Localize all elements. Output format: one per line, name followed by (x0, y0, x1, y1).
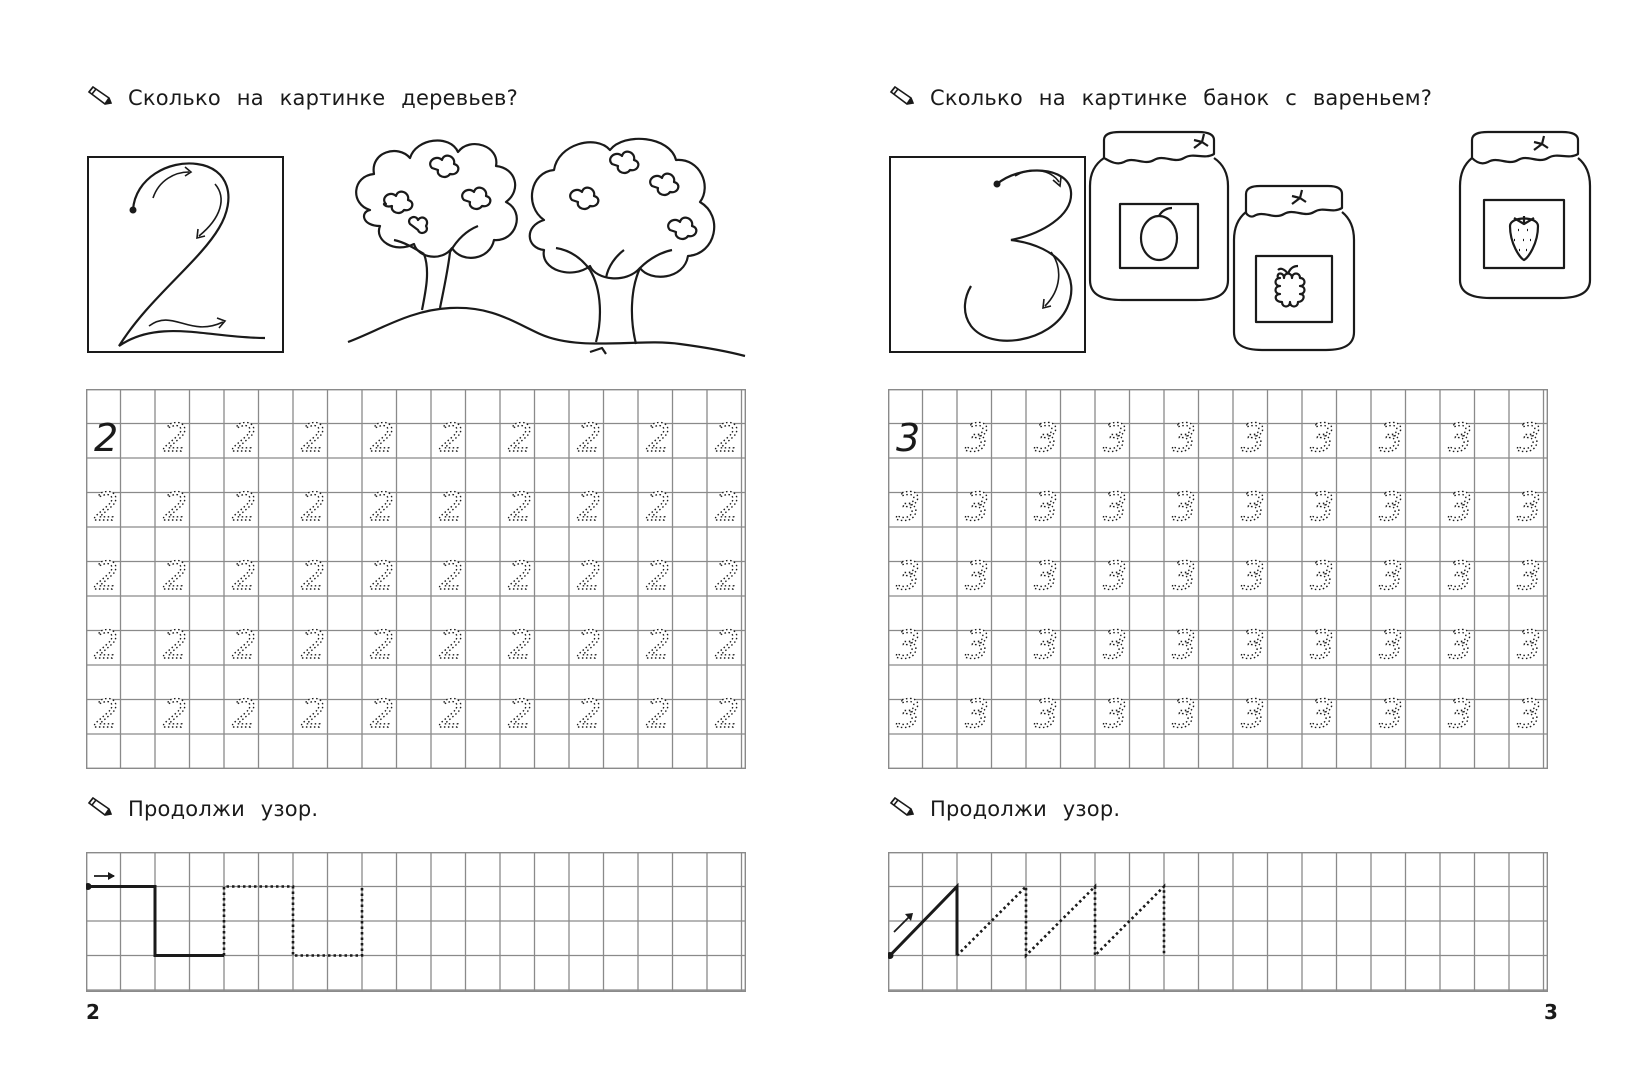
dotted-digit: 2 (439, 623, 464, 667)
pattern-grid[interactable] (888, 852, 1548, 992)
dotted-digit: 3 (1172, 692, 1197, 736)
dotted-digit: 2 (439, 554, 464, 598)
task-continue-pattern (888, 797, 1120, 821)
pattern-grid[interactable] (86, 852, 746, 992)
pencil-icon (86, 86, 114, 110)
dotted-digit: 3 (1517, 554, 1542, 598)
dotted-digit: 3 (1241, 554, 1266, 598)
dotted-digit: 2 (163, 416, 188, 460)
dotted-digit: 2 (94, 623, 119, 667)
dotted-digit: 3 (1103, 692, 1128, 736)
dotted-digit: 2 (646, 692, 671, 736)
digit-three-tracing-icon (891, 158, 1084, 351)
dotted-digit: 3 (1241, 485, 1266, 529)
task-continue-pattern (86, 797, 318, 821)
dotted-digit: 2 (508, 485, 533, 529)
task-count-jars (888, 86, 1432, 110)
dotted-digit: 2 (577, 416, 602, 460)
page-number: 2 (86, 1000, 100, 1024)
dotted-digit: 2 (646, 623, 671, 667)
dotted-digit: 2 (232, 623, 257, 667)
task-text: Продолжи узор. (930, 797, 1121, 821)
dotted-digit: 3 (1379, 692, 1404, 736)
dotted-digit: 2 (301, 554, 326, 598)
dotted-digit: 3 (1310, 416, 1335, 460)
task-text: Сколько на картинке деревьев? (128, 86, 518, 110)
dotted-digit: 3 (1310, 692, 1335, 736)
dotted-digit: 3 (1448, 554, 1473, 598)
jar-strawberry-icon (1460, 132, 1590, 298)
dotted-digit: 2 (715, 692, 740, 736)
dotted-digit: 2 (439, 416, 464, 460)
dotted-digit: 3 (1034, 554, 1059, 598)
dotted-digit: 3 (965, 623, 990, 667)
dotted-digit: 3 (1379, 485, 1404, 529)
jar-raspberry-icon (1234, 186, 1354, 350)
dotted-digit: 3 (965, 692, 990, 736)
dotted-digit: 3 (965, 485, 990, 529)
dotted-digit: 2 (232, 692, 257, 736)
dotted-digit: 2 (232, 485, 257, 529)
dotted-digit: 3 (1379, 416, 1404, 460)
dotted-digit: 3 (1448, 692, 1473, 736)
dotted-digit: 2 (163, 692, 188, 736)
dotted-digit: 3 (896, 623, 921, 667)
sample-digit: 3 (896, 416, 921, 460)
dotted-digit: 3 (1172, 416, 1197, 460)
dotted-digit: 3 (1034, 623, 1059, 667)
dotted-digit: 2 (646, 485, 671, 529)
dotted-digit: 3 (1103, 623, 1128, 667)
dotted-digit: 3 (1448, 485, 1473, 529)
dotted-digit: 2 (646, 554, 671, 598)
dotted-digit: 3 (1448, 623, 1473, 667)
dotted-digit: 3 (896, 554, 921, 598)
jam-jars-illustration (1086, 130, 1606, 370)
dotted-digit: 3 (1241, 692, 1266, 736)
dotted-digit: 2 (163, 554, 188, 598)
direction-arrow-icon (894, 913, 913, 932)
task-text: Сколько на картинке банок с вареньем? (930, 86, 1433, 110)
dotted-digit: 2 (94, 485, 119, 529)
digit-tracing-grid[interactable] (86, 389, 746, 769)
dotted-digit: 2 (715, 623, 740, 667)
digit-two-tracing-icon (89, 158, 282, 351)
dotted-digit: 3 (1241, 623, 1266, 667)
digit-three-box (889, 156, 1086, 353)
dotted-digit: 2 (94, 692, 119, 736)
dotted-digit: 3 (1379, 554, 1404, 598)
dotted-digit: 3 (1310, 554, 1335, 598)
dotted-digit: 2 (577, 554, 602, 598)
dotted-digit: 2 (163, 623, 188, 667)
dotted-digit: 2 (577, 692, 602, 736)
pencil-icon (888, 797, 916, 821)
dotted-digit: 2 (232, 554, 257, 598)
dotted-digit: 2 (370, 416, 395, 460)
dotted-digit: 3 (1517, 692, 1542, 736)
direction-arrow-icon (94, 872, 115, 880)
dotted-digit: 2 (94, 554, 119, 598)
dotted-digit: 2 (301, 623, 326, 667)
dotted-digit: 2 (508, 416, 533, 460)
dotted-digit: 2 (508, 623, 533, 667)
dotted-digit: 2 (301, 485, 326, 529)
dotted-digit: 2 (301, 692, 326, 736)
task-text: Продолжи узор. (128, 797, 319, 821)
dotted-digit: 2 (301, 416, 326, 460)
dotted-digit: 3 (1517, 623, 1542, 667)
dotted-digit: 3 (1034, 485, 1059, 529)
dotted-digit: 3 (1103, 416, 1128, 460)
dotted-digit: 2 (715, 485, 740, 529)
dotted-digit: 3 (1172, 623, 1197, 667)
dotted-digit: 3 (1448, 416, 1473, 460)
task-count-trees (86, 86, 518, 110)
dotted-digit: 2 (163, 485, 188, 529)
dotted-digit: 2 (370, 485, 395, 529)
dotted-digit: 3 (1034, 416, 1059, 460)
dotted-digit: 3 (1103, 485, 1128, 529)
dotted-digit: 2 (715, 554, 740, 598)
dotted-digit: 3 (1172, 554, 1197, 598)
dotted-digit: 2 (439, 485, 464, 529)
dotted-digit: 3 (965, 416, 990, 460)
dotted-digit: 3 (1034, 692, 1059, 736)
dotted-digit: 3 (1241, 416, 1266, 460)
jar-plum-icon (1090, 132, 1228, 300)
dotted-digit: 2 (232, 416, 257, 460)
dotted-digit: 2 (508, 554, 533, 598)
dotted-digit: 3 (965, 554, 990, 598)
dotted-digit: 2 (439, 692, 464, 736)
dotted-digit: 2 (577, 485, 602, 529)
dotted-digit: 2 (715, 416, 740, 460)
digit-tracing-grid[interactable] (888, 389, 1548, 769)
right-page (816, 0, 1632, 1080)
dotted-digit: 2 (370, 623, 395, 667)
dotted-digit: 3 (1310, 623, 1335, 667)
pencil-icon (86, 797, 114, 821)
dotted-digit: 2 (370, 554, 395, 598)
pencil-icon (888, 86, 916, 110)
dotted-digit: 3 (1172, 485, 1197, 529)
trees-illustration (340, 130, 750, 370)
dotted-digit: 2 (577, 623, 602, 667)
dotted-digit: 2 (370, 692, 395, 736)
dotted-digit: 3 (1517, 485, 1542, 529)
left-page (0, 0, 816, 1080)
dotted-digit: 3 (896, 485, 921, 529)
dotted-digit: 3 (1517, 416, 1542, 460)
sample-digit: 2 (94, 416, 119, 460)
page-number: 3 (1544, 1000, 1558, 1024)
dotted-digit: 2 (508, 692, 533, 736)
dotted-digit: 3 (1103, 554, 1128, 598)
dotted-digit: 3 (1379, 623, 1404, 667)
digit-two-box (87, 156, 284, 353)
dotted-digit: 2 (646, 416, 671, 460)
dotted-digit: 3 (896, 692, 921, 736)
dotted-digit: 3 (1310, 485, 1335, 529)
